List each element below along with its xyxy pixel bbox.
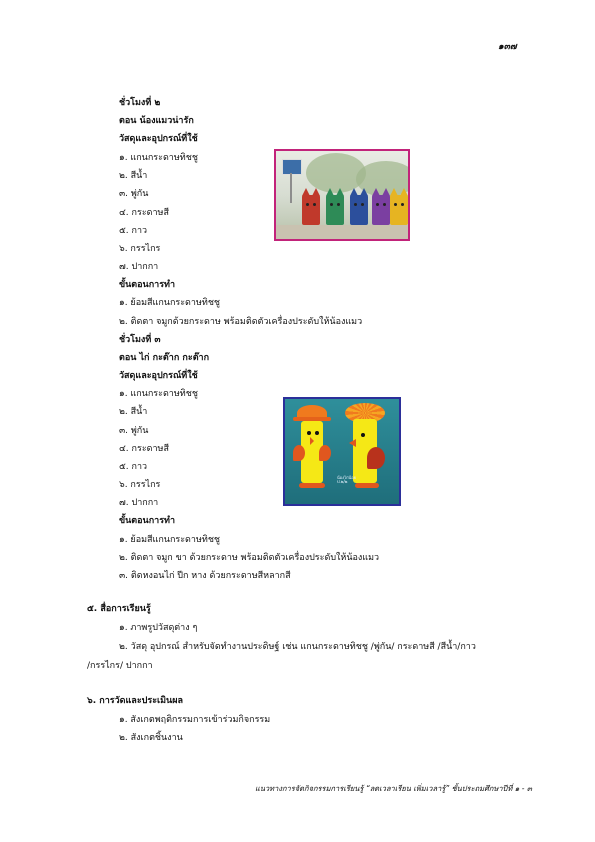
green-cat-roll (326, 195, 344, 225)
section6-heading: ๖. การวัดและประเมินผล (87, 696, 183, 706)
session3-steps-heading: ขั้นตอนการทำ (119, 516, 176, 526)
page-number: ๑๓๗ (498, 42, 517, 52)
section5-item: ๒. วัสดุ อุปกรณ์ สำหรับจัดทำงานประดิษฐ์ เช่น แกนกระดาษทิชชู /พู่กัน/ กระดาษสี /สีน้ำ/กาว (119, 642, 476, 652)
red-cat-roll (302, 195, 320, 225)
session3-step-item: ๑. ย้อมสีแกนกระดาษทิชชู (119, 535, 221, 545)
session3-step-item: ๓. ติดหงอนไก่ ปีก หาง ด้วยกระดาษสีหลากสี (119, 571, 291, 581)
session3-material-item: ๖. กรรไกร (119, 480, 161, 490)
cat-rolls-photo (274, 149, 410, 241)
session3-step-item: ๒. ติดตา จมูก ขา ด้วยกระดาษ พร้อมติดตัวเครื่องประดับให้น้องแมว (119, 553, 380, 563)
session2-step-item: ๑. ย้อมสีแกนกระดาษทิชชู (119, 298, 221, 308)
session3-material-item: ๓. พู่กัน (119, 426, 149, 436)
session2-steps-heading: ขั้นตอนการทำ (119, 280, 176, 290)
session2-material-item: ๗. ปากกา (119, 262, 159, 272)
session2-material-item: ๖. กรรไกร (119, 244, 161, 254)
session2-title: ตอน น้องแมวน่ารัก (119, 116, 194, 126)
session3-title: ตอน ไก่ กะต๊าก กะต๊าก (119, 353, 210, 363)
session2-material-item: ๒. สีน้ำ (119, 171, 148, 181)
photo-caption: น้องไก่น้อย ป.๒/๒ (337, 475, 357, 484)
session3-heading: ชั่วโมงที่ ๓ (119, 335, 161, 345)
session2-heading: ชั่วโมงที่ ๒ (119, 98, 161, 108)
section5-heading: ๕. สื่อการเรียนรู้ (87, 604, 151, 614)
session2-materials-heading: วัสดุและอุปกรณ์ที่ใช้ (119, 134, 198, 144)
section6-item: ๑. สังเกตพฤติกรรมการเข้าร่วมกิจกรรม (119, 715, 271, 725)
sign-board (282, 159, 302, 175)
bird-rolls-photo (283, 397, 401, 506)
purple-cat-roll (372, 195, 390, 225)
session2-material-item: ๔. กระดาษสี (119, 208, 169, 218)
blue-cat-roll (350, 195, 368, 225)
session3-material-item: ๔. กระดาษสี (119, 444, 169, 454)
session3-material-item: ๒. สีน้ำ (119, 407, 148, 417)
session2-material-item: ๕. กาว (119, 226, 148, 236)
session3-material-item: ๑. แกนกระดาษทิชชู (119, 389, 198, 399)
section6-item: ๒. สังเกตชิ้นงาน (119, 733, 183, 743)
session2-step-item: ๒. ติดตา จมูกด้วยกระดาษ พร้อมติดตัวเครื่องประดับให้น้องแมว (119, 317, 363, 327)
session2-material-item: ๓. พู่กัน (119, 189, 149, 199)
session3-material-item: ๗. ปากกา (119, 498, 159, 508)
session3-material-item: ๕. กาว (119, 462, 148, 472)
page-footer: แนวทางการจัดกิจกรรมการเรียนรู้ “ลดเวลาเรียน เพิ่มเวลารู้” ชั้นประถมศึกษาปีที่ ๑ - ๓ (255, 784, 533, 793)
yellow-cat-roll (390, 195, 408, 225)
section5-item-continued: /กรรไกร/ ปากกา (87, 661, 153, 671)
section5-item: ๑. ภาพรูปวัสดุต่าง ๆ (119, 623, 198, 633)
session3-materials-heading: วัสดุและอุปกรณ์ที่ใช้ (119, 371, 198, 381)
session2-material-item: ๑. แกนกระดาษทิชชู (119, 153, 198, 163)
